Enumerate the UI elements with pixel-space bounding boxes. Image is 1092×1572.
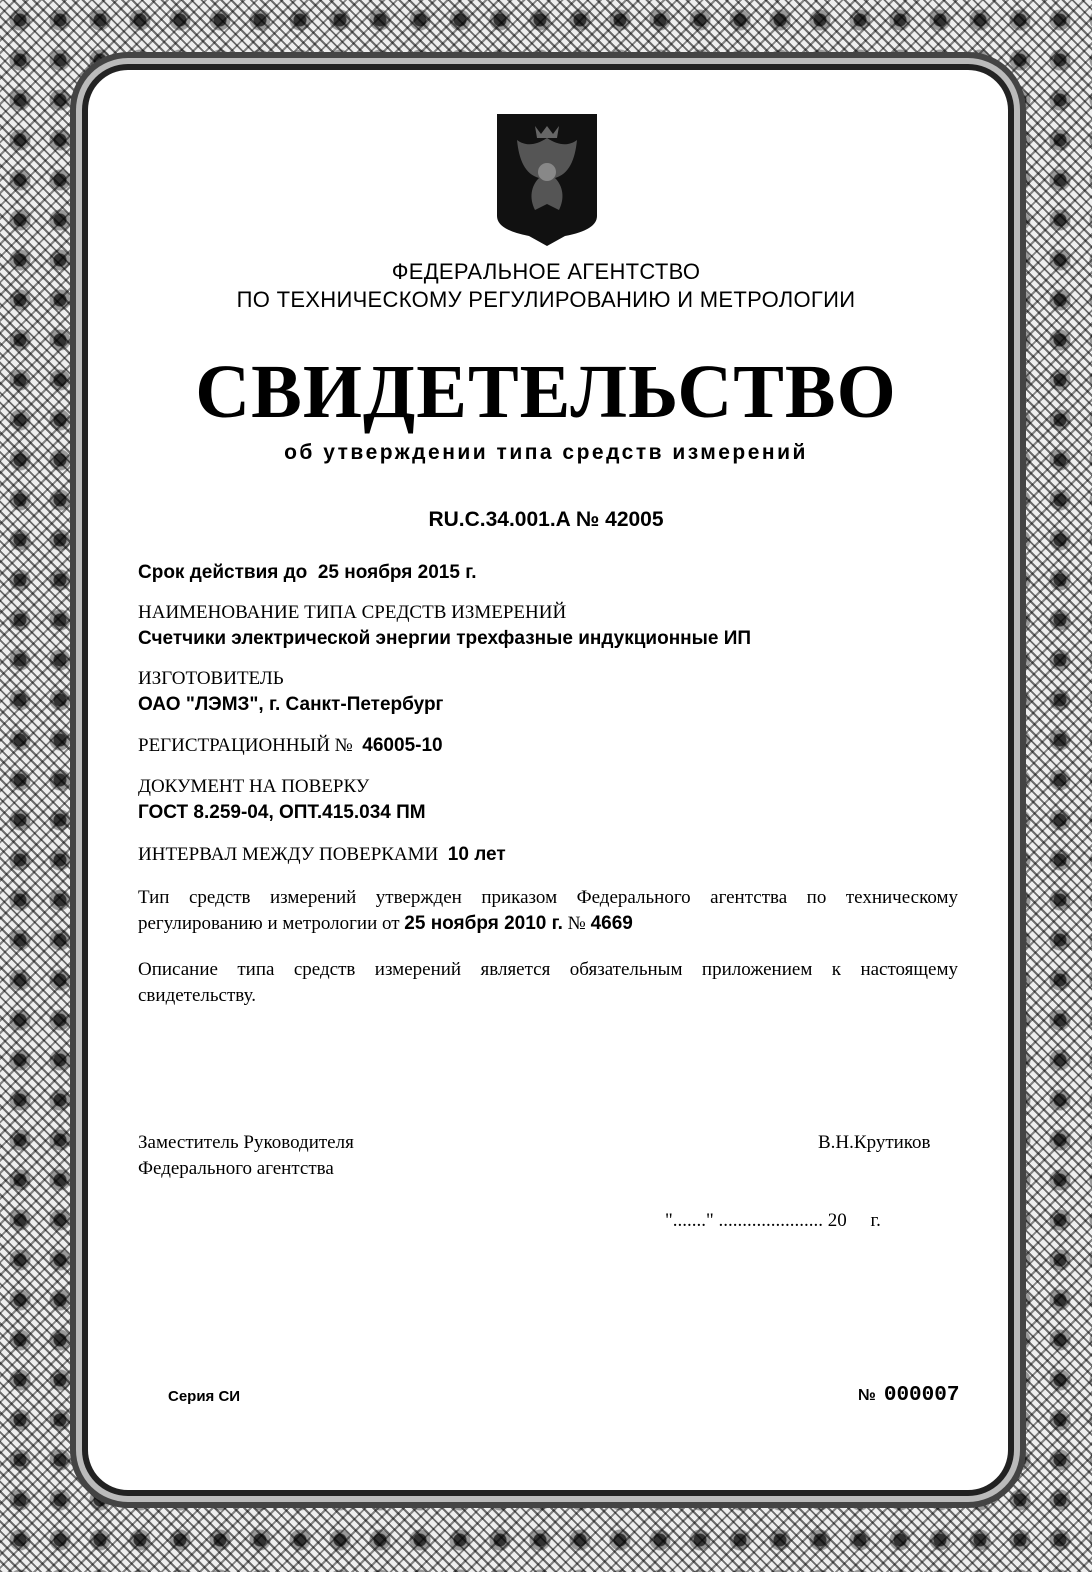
instrument-type-value: Счетчики электрической энергии трехфазные индукционные ИП bbox=[138, 628, 752, 649]
signatory-position bbox=[138, 1130, 354, 1182]
instrument-type-label: НАИМЕНОВАНИЕ ТИПА СРЕДСТВ ИЗМЕРЕНИЙ bbox=[138, 602, 567, 623]
document-subtitle: об утверждении типа средств измерений bbox=[284, 441, 808, 464]
agency-name-line2: ПО ТЕХНИЧЕСКОМУ РЕГУЛИРОВАНИЮ И МЕТРОЛОГИИ bbox=[236, 287, 856, 312]
validity-label: Срок действия до bbox=[138, 562, 308, 583]
registration-value: 46005-10 bbox=[362, 735, 443, 756]
serial-value: 000007 bbox=[883, 1384, 960, 1407]
signatory-position-line2: Федерального агентства bbox=[138, 1158, 334, 1179]
validity-line bbox=[138, 560, 958, 586]
manufacturer-value: ОАО "ЛЭМЗ", г. Санкт-Петербург bbox=[138, 694, 444, 715]
description-note: Описание типа средств измерений является обязательным приложением к настоящему свидетельству. bbox=[138, 959, 958, 1006]
series-label: Серия СИ bbox=[168, 1388, 241, 1405]
verification-doc-label: ДОКУМЕНТ НА ПОВЕРКУ bbox=[138, 776, 370, 797]
interval-value: 10 лет bbox=[447, 844, 506, 865]
approval-order-prefix: № bbox=[567, 913, 586, 934]
approval-paragraph bbox=[138, 885, 958, 937]
signatory-position-line1: Заместитель Руководителя bbox=[138, 1132, 354, 1153]
serial-number bbox=[858, 1384, 959, 1407]
certificate-number: RU.C.34.001.A № 42005 bbox=[428, 508, 664, 531]
signatory-name: В.Н.Крутиков bbox=[818, 1132, 931, 1153]
agency-name-line1: ФЕДЕРАЛЬНОЕ АГЕНТСТВО bbox=[391, 259, 701, 284]
verification-doc-value: ГОСТ 8.259-04, ОПТ.415.034 ПМ bbox=[138, 802, 426, 823]
date-placeholder: "......." ...................... 20 г. bbox=[665, 1210, 881, 1231]
serial-prefix: № bbox=[858, 1387, 876, 1404]
document-title: СВИДЕТЕЛЬСТВО bbox=[195, 350, 897, 434]
instrument-type-block bbox=[138, 600, 958, 652]
interval-line bbox=[138, 842, 958, 868]
registration-label: РЕГИСТРАЦИОННЫЙ № bbox=[138, 735, 353, 756]
russian-coat-of-arms-icon bbox=[495, 112, 599, 246]
validity-value: 25 ноября 2015 г. bbox=[317, 562, 477, 583]
interval-label: ИНТЕРВАЛ МЕЖДУ ПОВЕРКАМИ bbox=[138, 844, 439, 865]
approval-date: 25 ноября 2010 г. bbox=[404, 913, 563, 934]
registration-line bbox=[138, 733, 958, 759]
approval-text: Тип средств измерений утвержден приказом Федерального агентства по техническому регулированию и метрологии от bbox=[138, 887, 958, 934]
approval-order-number: 4669 bbox=[590, 913, 633, 934]
manufacturer-label: ИЗГОТОВИТЕЛЬ bbox=[138, 668, 284, 689]
verification-doc-block bbox=[138, 774, 958, 826]
manufacturer-block bbox=[138, 666, 958, 718]
